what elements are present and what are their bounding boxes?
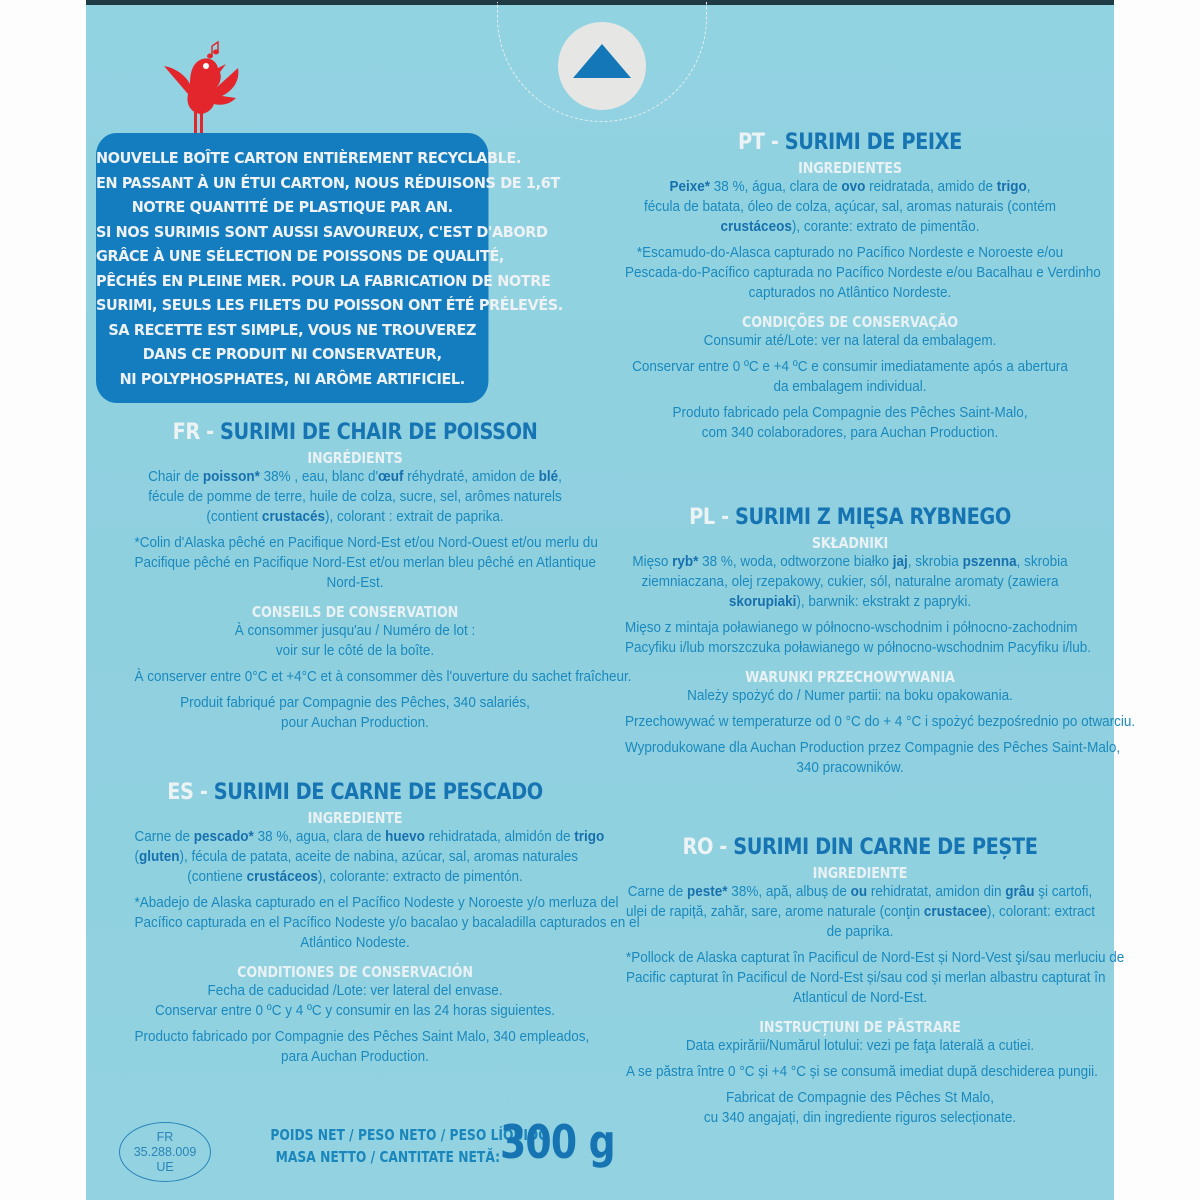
promo-line: NI POLYPHOSPHATES, NI ARÔME ARTIFICIEL. [119, 369, 465, 388]
ingredients-line [625, 592, 1075, 612]
ingredients-line [135, 467, 576, 487]
ingredient-text: 38 %, água, clara de [710, 178, 842, 195]
ingredient-text: 38 %, woda, odtworzone białko [698, 553, 893, 570]
fish-origin-line: Pacífico capturada en el Pacífico Nodeste y/o bacalao y bacaladilla capturados en el [134, 914, 640, 931]
ingredient-text: ), fécula de patata, aceite de nabina, azúcar, sal, aromas naturales [179, 848, 579, 865]
ingredients-line [625, 217, 1075, 237]
ingredient-text: 38%, apă, albuș de [727, 883, 851, 900]
storage-line: À conserver entre 0°C et +4°C et à consommer dès l'ouverture du sachet fraîcheur. [134, 668, 632, 685]
health-mark-number: 35.288.009 [133, 1145, 197, 1159]
storage-line: cu 340 angajați, din ingrediente riguros selecționate. [703, 1109, 1017, 1126]
storage-line: Przechowywać w temperaturze od 0 °C do + 4 °C i spożyć bezpośrednio po otwarciu. [625, 713, 1136, 730]
ingredient-text: ), colorant: extract [986, 903, 1096, 920]
storage-heading: CONSEILS DE CONSERVATION [251, 603, 459, 621]
section-title [139, 780, 570, 805]
promo-line: GRÂCE À UNE SÉLECTION DE POISSONS DE QUALITÉ, [96, 247, 505, 265]
fish-origin-line: *Abadejo de Alaska capturado en el Pacífico Nodeste y Noroeste y/o merluza del [134, 894, 619, 911]
ingredients-line [625, 197, 1075, 217]
fish-origin-line: *Escamudo-do-Alasca capturado no Pacífico Nordeste e Noroeste e/ou [636, 244, 1064, 261]
allergen-highlight: crustacés [261, 508, 325, 525]
spacer [600, 303, 1100, 309]
ingredients-heading: INGREDIENTES [798, 159, 902, 177]
storage-line: Należy spożyć do / Numer partii: na boku opakowania. [687, 687, 1013, 704]
language-code: FR [172, 420, 200, 445]
ingredients-line [135, 867, 576, 887]
fish-origin-line: Pacyfiku i/lub morszczuka poławianego w północno-wschodnim Pacyfiku i/lub. [625, 639, 1091, 656]
fish-origin-line: Atlanticul de Nord-Est. [792, 989, 928, 1006]
promo-line: SI NOS SURIMIS SONT AUSSI SAVOUREUX, C'EST D'ABORD [96, 222, 548, 241]
allergen-highlight: œuf [378, 468, 404, 485]
music-note-icon [208, 42, 219, 58]
storage-line: com 340 colaboradores, para Auchan Production. [701, 424, 999, 441]
health-mark-country: FR [156, 1130, 174, 1144]
storage-heading: INSTRUCȚIUNI DE PĂSTRARE [759, 1018, 961, 1036]
fish-origin-line: *Pollock de Alaska capturat în Pacificul de Nord-Est și Nord-Vest şi/sau merluciu de [626, 949, 1125, 966]
storage-line: para Auchan Production. [281, 1048, 429, 1065]
ingredients-line [625, 572, 1075, 592]
storage-line: Conservar entre 0 ºC y 4 ºC y consumir en las 24 horas siguientes. [154, 1002, 556, 1019]
section-title [631, 835, 1089, 860]
allergen-highlight: trigo [996, 178, 1027, 195]
ingredient-text: 38 %, agua, clara de [253, 828, 386, 845]
title-separator: - [712, 835, 734, 860]
language-code: ES [167, 780, 194, 805]
allergen-highlight: grâu [1005, 883, 1035, 900]
storage-line: Produto fabricado pela Compagnie des Pêches Saint-Malo, [672, 404, 1028, 421]
ingredient-text: fécule de pomme de terre, huile de colza, sucre, sel, arômes naturels [148, 488, 562, 505]
allergen-highlight: pszenna [962, 553, 1017, 570]
fish-origin-line: capturados no Atlântico Nordeste. [748, 284, 952, 301]
promo-line: SURIMI, SEULS LES FILETS DU POISSON ONT ÉTÉ PRÉLEVÉS. [96, 296, 563, 314]
auchan-red-bird-icon [160, 38, 245, 138]
promo-line: PÊCHÉS EN PLEINE MER. POUR LA FABRICATION DE NOTRE [96, 271, 551, 290]
fish-origin-line: *Colin d'Alaska pêché en Pacifique Nord-Est et/ou Nord-Ouest et/ou merlu du [134, 534, 598, 551]
ingredient-text: ( [134, 848, 139, 865]
ingredient-text: Carne de [627, 883, 688, 900]
ingredients-line [135, 487, 576, 507]
section-title [139, 420, 570, 445]
language-code: PT [738, 130, 765, 155]
net-weight-value: 300 g [500, 1115, 615, 1169]
product-name: SURIMI DE PEIXE [784, 130, 962, 155]
allergen-highlight: crustáceos [720, 218, 792, 235]
ingredients-line [625, 552, 1075, 572]
spacer [110, 953, 600, 959]
allergen-highlight: poisson* [202, 468, 260, 485]
allergen-highlight: huevo [385, 828, 425, 845]
ingredient-text: ), colorant : extrait de paprika. [324, 508, 504, 525]
allergen-highlight: ryb* [672, 553, 699, 570]
ingredient-text: de paprika. [826, 923, 894, 940]
title-separator: - [764, 130, 785, 155]
storage-line: voir sur le côté de la boîte. [275, 642, 435, 659]
ingredient-text: Carne de [134, 828, 194, 845]
fish-origin-line: Pacifique pêché en Pacifique Nord-Est et/ou merlan bleu pêché en Atlantique [134, 554, 597, 571]
ingredients-line [626, 922, 1094, 942]
storage-line: Data expirării/Numărul lotului: vezi pe faţa laterală a cutiei. [685, 1037, 1035, 1054]
promo-line: EN PASSANT À UN ÉTUI CARTON, NOUS RÉDUISONS DE 1,6T [96, 173, 560, 192]
ingredient-text: , skrobia [907, 553, 963, 570]
allergen-highlight: Peixe* [669, 178, 711, 195]
allergen-highlight: trigo [574, 828, 605, 845]
promo-line: NOUVELLE BOÎTE CARTON ENTIÈREMENT RECYCLABLE. [96, 149, 522, 167]
language-code: PL [689, 505, 715, 530]
section-es [110, 780, 640, 1067]
spacer [110, 593, 600, 599]
allergen-highlight: peste* [687, 883, 728, 900]
section-ro [600, 835, 1125, 1128]
ingredients-line [625, 177, 1075, 197]
storage-line: Produit fabriqué par Compagnie des Pêches, 340 salariés, [180, 694, 530, 711]
product-name: SURIMI DIN CARNE DE PEȘTE [733, 835, 1038, 860]
storage-line: Fabricat de Compagnie des Pêches St Malo, [726, 1089, 994, 1106]
storage-line: A se păstra între 0 °C și +4 °C și se consumă imediat după deschiderea pungii. [626, 1063, 1098, 1080]
allergen-highlight: jaj [892, 553, 908, 570]
storage-line: Fecha de caducidad /Lote: ver lateral del envase. [207, 982, 503, 999]
ingredient-text: 38% , eau, blanc d' [259, 468, 379, 485]
allergen-highlight: gluten [139, 848, 180, 865]
ingredients-line [134, 827, 605, 847]
ingredient-text: (contient [206, 508, 262, 525]
storage-heading: CONDITIONES DE CONSERVACIÓN [237, 963, 473, 981]
allergen-highlight: blé [538, 468, 559, 485]
ingredient-text: şi cartofi, [1034, 883, 1093, 900]
title-separator: - [199, 420, 221, 445]
ingredient-text: réhydraté, amidon de [403, 468, 539, 485]
ingredient-text: , [1026, 178, 1031, 195]
title-separator: - [193, 780, 214, 805]
section-fr [110, 420, 632, 733]
storage-line: da embalagem individual. [773, 378, 927, 395]
allergen-highlight: crustacee [923, 903, 987, 920]
ingredient-text: (contiene [187, 868, 247, 885]
allergen-highlight: ou [850, 883, 868, 900]
section-pt [600, 130, 1100, 443]
product-name: SURIMI DE CHAIR DE POISSON [220, 420, 538, 445]
health-mark-oval [119, 1122, 211, 1182]
ingredient-text: ulei de rapiță, zahăr, sare, arome naturale (conţin [626, 903, 924, 920]
ingredient-text: fécula de batata, óleo de colza, açúcar, sal, aromas naturais (contém [643, 198, 1056, 215]
ingredient-text: rehidratat, amidon din [867, 883, 1006, 900]
spacer [600, 1008, 1120, 1014]
ingredients-line [134, 847, 579, 867]
ingredients-heading: INGRÉDIENTS [307, 449, 403, 467]
net-weight-label-line: MASA NETTO / CANTITATE NETĂ: [275, 1148, 500, 1166]
title-separator: - [714, 505, 735, 530]
section-pl [600, 505, 1136, 778]
ingredient-text: ziemniaczana, olej rzepakowy, cukier, sól, naturalne aromaty (zawiera [641, 573, 1059, 590]
ingredients-heading: SKŁADNIKI [811, 534, 889, 552]
ingredient-text: ), barwnik: ekstrakt z papryki. [796, 593, 972, 610]
net-weight-label [270, 1124, 558, 1168]
fish-origin-line: Atlántico Nodeste. [300, 934, 410, 951]
storage-line: pour Auchan Production. [281, 714, 429, 731]
fish-origin-line: Nord-Est. [326, 574, 384, 591]
fish-origin-line: Pescada-do-Pacífico capturada no Pacífico Nordeste e/ou Bacalhau e Verdinho [625, 264, 1101, 281]
ingredient-text: ), colorante: extracto de pimentón. [317, 868, 523, 885]
ingredient-text: , skrobia [1016, 553, 1068, 570]
ingredients-line [626, 882, 1094, 902]
promo-line: SA RECETTE EST SIMPLE, VOUS NE TROUVEREZ [108, 320, 477, 339]
ingredients-line [626, 902, 1094, 922]
promo-line: NOTRE QUANTITÉ DE PLASTIQUE PAR AN. [131, 198, 453, 216]
storage-line: Wyprodukowane dla Auchan Production przez Compagnie des Pêches Saint-Malo, [625, 739, 1121, 756]
allergen-highlight: ovo [841, 178, 866, 195]
storage-line: Consumir até/Lote: ver na lateral da embalagem. [703, 332, 997, 349]
storage-heading: CONDIÇÕES DE CONSERVAÇÃO [742, 313, 958, 331]
storage-line: À consommer jusqu'au / Numéro de lot : [234, 622, 476, 639]
allergen-highlight: skorupiaki [728, 593, 797, 610]
storage-heading: WARUNKI PRZECHOWYWANIA [745, 668, 955, 686]
fish-origin-line: Pacific capturat în Pacificul de Nord-Est și/sau cod și merlan albastru capturat în [626, 969, 1106, 986]
net-weight-label-line: POIDS NET / PESO NETO / PESO LÍQUIDO / [270, 1126, 558, 1144]
ingredient-text: Mięso [632, 553, 673, 570]
triangle-up-icon [573, 44, 631, 78]
storage-line: Conservar entre 0 ºC e +4 ºC e consumir imediatamente após a abertura [632, 358, 1068, 375]
storage-line: 340 pracowników. [796, 759, 904, 776]
spacer [600, 658, 1100, 664]
ingredient-text: reidratada, amido de [865, 178, 997, 195]
ingredient-text: Chair de [148, 468, 203, 485]
language-code: RO [682, 835, 713, 860]
section-title [630, 130, 1070, 155]
storage-line: Producto fabricado por Compagnie des Pêches Saint Malo, 340 empleados, [134, 1028, 590, 1045]
ingredients-line [135, 507, 576, 527]
ingredient-text: ), corante: extrato de pimentão. [791, 218, 980, 235]
health-mark-region: UE [156, 1160, 174, 1174]
recycling-promo-box [96, 133, 563, 403]
allergen-highlight: pescado* [193, 828, 254, 845]
ingredient-text: rehidratada, almidón de [424, 828, 575, 845]
product-name: SURIMI DE CARNE DE PESCADO [213, 780, 543, 805]
product-name: SURIMI Z MIĘSA RYBNEGO [734, 505, 1011, 530]
promo-line: DANS CE PRODUIT NI CONSERVATEUR, [142, 345, 442, 363]
section-title [630, 505, 1070, 530]
allergen-highlight: crustáceos [246, 868, 318, 885]
ingredients-heading: INGREDIENTE [307, 809, 403, 827]
fish-origin-line: Mięso z mintaja poławianego w północno-wschodnim i północno-zachodnim [625, 619, 1078, 636]
ingredient-text: , [558, 468, 562, 485]
ingredients-heading: INGREDIENTE [812, 864, 908, 882]
